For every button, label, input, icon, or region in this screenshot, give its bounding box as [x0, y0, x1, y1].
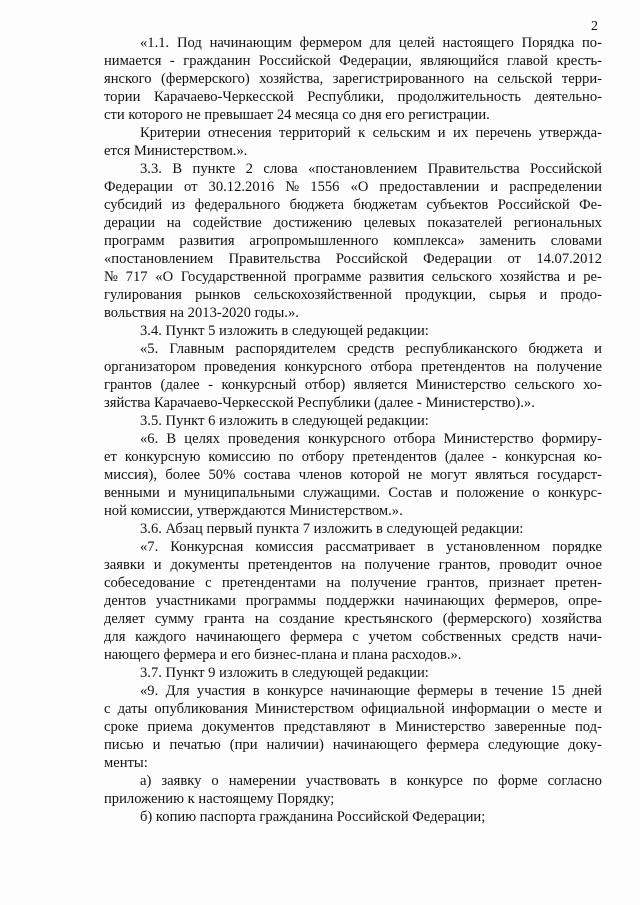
text-line: б) копию паспорта гражданина Российской Федерации;: [140, 809, 486, 825]
text-line: янского (фермерского) хозяйства, зарегистрированного на сельской терри-: [104, 71, 602, 87]
text-line: сроке приема документов представляют в Министерство заверенные под-: [104, 719, 602, 735]
text-line: «5. Главным распорядителем средств республиканского бюджета и: [140, 341, 602, 357]
text-line: организатором проведения конкурсного отбора претендентов на получение: [104, 359, 602, 375]
text-line: венными и муниципальными служащими. Состав и положение о конкурс-: [104, 485, 602, 501]
text-line: № 717 «О Государственной программе развития сельского хозяйства и ре-: [104, 269, 602, 285]
document-body: [104, 34, 602, 826]
text-line: гулирования рынков сельскохозяйственной продукции, сырья и продо-: [104, 287, 602, 303]
text-line: а) заявку о намерении участвовать в конкурсе по форме согласно: [140, 773, 602, 789]
text-line: 3.3. В пункте 2 слова «постановлением Правительства Российской: [140, 161, 602, 177]
text-line: Критерии отнесения территорий к сельским и их перечень утвержда-: [140, 125, 602, 141]
text-line: тории Карачаево-Черкесской Республики, продолжительность деятельно-: [104, 89, 602, 105]
text-line: вольствия на 2013-2020 годы.».: [104, 305, 299, 321]
text-line: ется Министерством.».: [104, 143, 248, 159]
text-line: нимается - гражданин Российской Федерации, являющийся главой кресть-: [104, 53, 602, 69]
text-line: заявки и документы претендентов на получение грантов, проводит очное: [104, 557, 602, 573]
text-line: программ развития агропромышленного комплекса» заменить словами: [104, 233, 602, 249]
text-line: приложению к настоящему Порядку;: [104, 791, 335, 807]
text-line: ной комиссии, утверждаются Министерством.».: [104, 503, 403, 519]
text-line: 3.4. Пункт 5 изложить в следующей редакции:: [140, 323, 429, 339]
text-line: сти которого не превышает 24 месяца со дня его регистрации.: [104, 107, 490, 123]
text-line: «7. Конкурсная комиссия рассматривает в установленном порядке: [140, 539, 602, 555]
text-line: зяйства Карачаево-Черкесской Республики (далее - Министерство).».: [104, 395, 535, 411]
text-line: 3.5. Пункт 6 изложить в следующей редакции:: [140, 413, 429, 429]
text-line: нающего фермера и его бизнес-плана и плана расходов.».: [104, 647, 462, 663]
text-line: менты:: [104, 755, 148, 771]
text-line: субсидий из федерального бюджета бюджетам субъектов Российской Фе-: [104, 197, 602, 213]
text-line: с даты опубликования Министерством официальной информации о месте и: [104, 701, 602, 717]
text-line: деляет сумму гранта на создание крестьянского (фермерского) хозяйства: [104, 611, 602, 627]
text-line: писью и печатью (при наличии) начинающего фермера следующие доку-: [104, 737, 602, 753]
text-line: грантов (далее - конкурсный отбор) является Министерство сельского хо-: [104, 377, 602, 393]
text-line: «постановлением Правительства Российской Федерации от 14.07.2012: [104, 251, 602, 267]
text-line: «1.1. Под начинающим фермером для целей настоящего Порядка по-: [140, 35, 602, 51]
text-line: собеседование с претендентами на получение грантов, признает претен-: [104, 575, 602, 591]
page-number: 2: [591, 19, 598, 34]
text-line: дентов участниками программы поддержки начинающих фермеров, опре-: [104, 593, 602, 609]
text-line: для каждого начинающего фермера с учетом собственных средств начи-: [104, 629, 602, 645]
text-line: дерации на содействие достижению целевых показателей региональных: [104, 215, 602, 231]
text-line: ет конкурсную комиссию по отбору претендентов (далее - конкурсная ко-: [104, 449, 602, 465]
text-line: 3.6. Абзац первый пункта 7 изложить в следующей редакции:: [140, 521, 524, 537]
text-line: 3.7. Пункт 9 изложить в следующей редакции:: [140, 665, 429, 681]
text-line: Федерации от 30.12.2016 № 1556 «О предоставлении и распределении: [104, 179, 602, 195]
text-line: миссия), более 50% состава членов которой не могут являться государст-: [104, 467, 602, 483]
text-line: «6. В целях проведения конкурсного отбора Министерство формиру-: [140, 431, 602, 447]
text-line: «9. Для участия в конкурсе начинающие фермеры в течение 15 дней: [140, 683, 602, 699]
